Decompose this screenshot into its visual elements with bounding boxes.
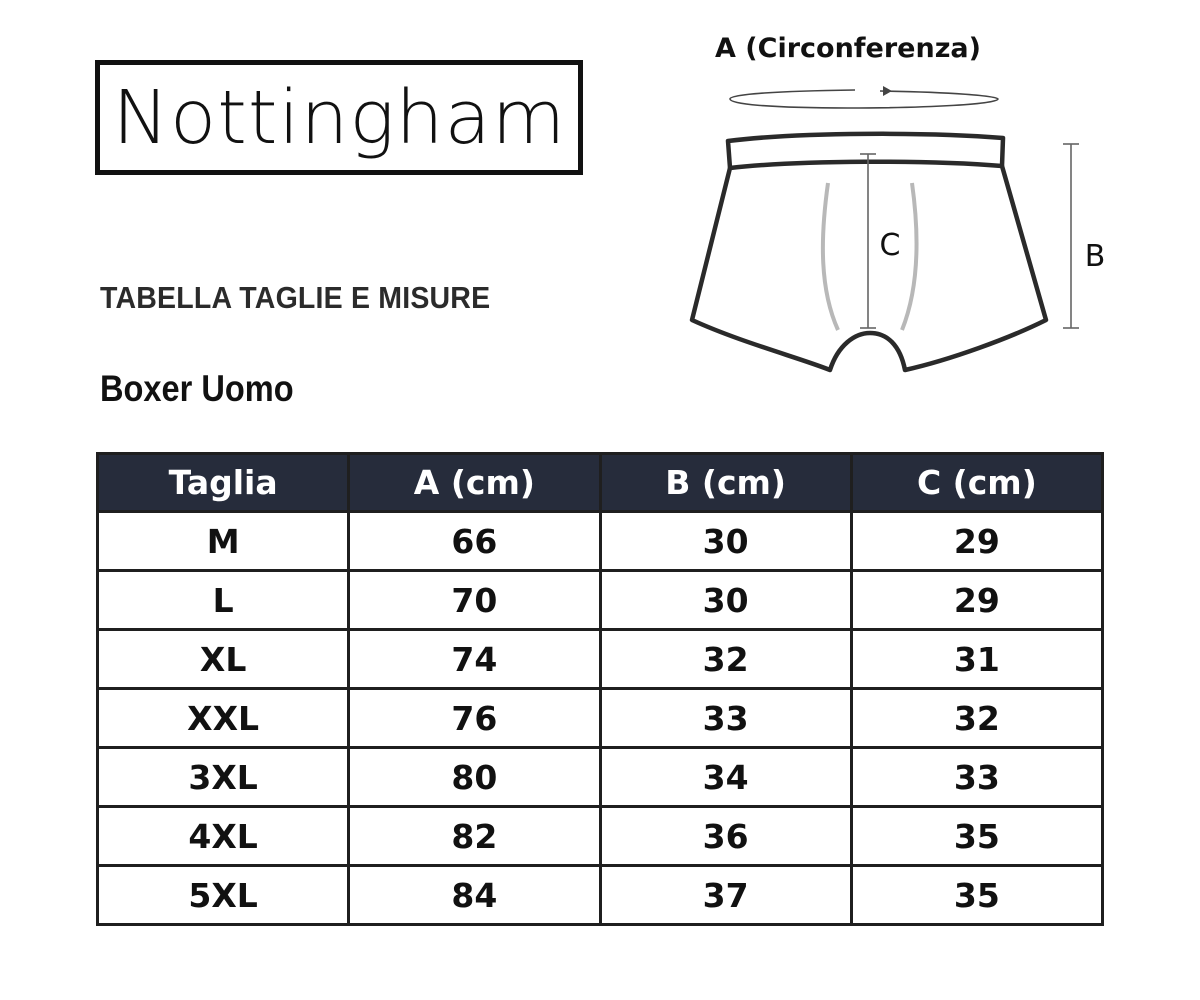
- cell-c: 29: [851, 571, 1102, 630]
- cell-b: 37: [600, 866, 851, 925]
- cell-c: 31: [851, 630, 1102, 689]
- inner-seam-lines: [823, 183, 917, 330]
- cell-size: 5XL: [98, 866, 349, 925]
- cell-c: 29: [851, 512, 1102, 571]
- product-title: Boxer Uomo: [100, 368, 294, 409]
- b-measure-line: [1063, 144, 1079, 328]
- cell-b: 30: [600, 571, 851, 630]
- table-row: [98, 512, 1103, 571]
- header-a: A (cm): [349, 454, 600, 512]
- label-a-circumference: A (Circonferenza): [715, 33, 981, 64]
- table-row: [98, 866, 1103, 925]
- cell-size: L: [98, 571, 349, 630]
- cell-b: 32: [600, 630, 851, 689]
- cell-size: 4XL: [98, 807, 349, 866]
- cell-a: 70: [349, 571, 600, 630]
- cell-a: 74: [349, 630, 600, 689]
- table-row: [98, 571, 1103, 630]
- page-subtitle: TABELLA TAGLIE E MISURE: [100, 280, 491, 315]
- cell-b: 36: [600, 807, 851, 866]
- c-measure-line: [860, 154, 876, 328]
- cell-c: 32: [851, 689, 1102, 748]
- table-row: [98, 689, 1103, 748]
- cell-b: 30: [600, 512, 851, 571]
- cell-a: 80: [349, 748, 600, 807]
- table-row: [98, 748, 1103, 807]
- cell-size: 3XL: [98, 748, 349, 807]
- label-b: B: [1084, 239, 1106, 274]
- cell-a: 82: [349, 807, 600, 866]
- cell-a: 66: [349, 512, 600, 571]
- brand-name: Nottingham: [112, 74, 566, 161]
- table-row: [98, 630, 1103, 689]
- cell-size: XL: [98, 630, 349, 689]
- cell-c: 35: [851, 807, 1102, 866]
- header-b: B (cm): [600, 454, 851, 512]
- cell-c: 33: [851, 748, 1102, 807]
- cell-b: 34: [600, 748, 851, 807]
- cell-size: XXL: [98, 689, 349, 748]
- table-header-row: [98, 454, 1103, 512]
- label-c: C: [879, 228, 901, 263]
- header-c: C (cm): [851, 454, 1102, 512]
- boxer-diagram: [680, 20, 1120, 400]
- cell-size: M: [98, 512, 349, 571]
- cell-a: 84: [349, 866, 600, 925]
- brand-logo-box: [95, 60, 583, 175]
- boxer-outline-icon: [692, 134, 1046, 370]
- cell-a: 76: [349, 689, 600, 748]
- cell-c: 35: [851, 866, 1102, 925]
- header-taglia: Taglia: [98, 454, 349, 512]
- cell-b: 33: [600, 689, 851, 748]
- table-row: [98, 807, 1103, 866]
- size-chart-table: [96, 452, 1104, 926]
- circumference-arrow-icon: [730, 86, 998, 108]
